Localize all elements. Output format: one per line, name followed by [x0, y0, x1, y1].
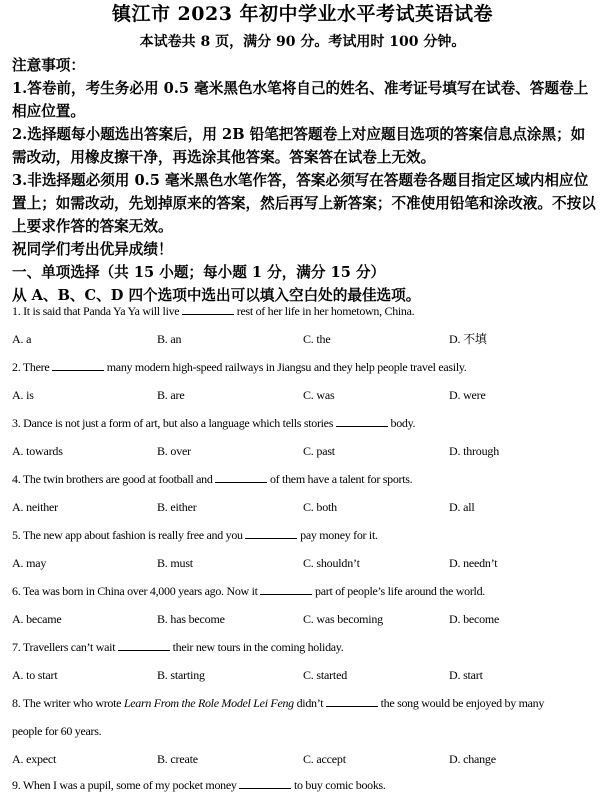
options-5	[12, 555, 602, 571]
options-1	[12, 331, 602, 347]
question-text: part of people’s life around the world.	[312, 584, 485, 598]
answer-blank	[118, 639, 170, 651]
question-text: 5. The new app about fashion is really free and you	[12, 528, 246, 542]
question-text: 7. Travellers can’t wait	[12, 640, 118, 654]
option-c: C. shouldn’t	[303, 556, 360, 570]
question-8	[12, 695, 602, 711]
notes-wish: 祝同学们考出优异成绩！	[12, 241, 173, 258]
option-d: D. change	[449, 752, 496, 766]
option-c: C. was	[303, 388, 335, 402]
question-8-continuation: people for 60 years.	[12, 724, 102, 738]
options-6	[12, 611, 602, 627]
question-text: many modern high-speed railways in Jiangsu and they help people travel easily.	[104, 360, 467, 374]
option-d: D. become	[449, 612, 500, 626]
option-a: A. neither	[12, 500, 58, 514]
question-text: pay money for it.	[297, 528, 378, 542]
note-item-1: 1.答卷前，考生务必用 0.5 毫米黑色水笔将自己的姓名、准考证号填写在试卷、答题卷上相应位置。	[12, 80, 589, 120]
option-b: B. must	[157, 556, 193, 570]
option-b: B. create	[157, 752, 198, 766]
section-instruction: 从 A、B、C、D 四个选项中选出可以填入空白处的最佳选项。	[12, 287, 421, 304]
option-d: D. needn’t	[449, 556, 498, 570]
question-4	[12, 471, 602, 487]
option-c: C. the	[303, 332, 331, 346]
question-text: 4. The twin brothers are good at football and	[12, 472, 216, 486]
options-4	[12, 499, 602, 515]
question-text: 1. It is said that Panda Ya Ya will live	[12, 304, 183, 318]
answer-blank	[215, 471, 267, 483]
question-text: of them have a talent for sports.	[267, 472, 413, 486]
option-b: B. has become	[157, 612, 225, 626]
answer-blank	[336, 415, 388, 427]
question-3	[12, 415, 602, 431]
question-text: 2. There	[12, 360, 53, 374]
question-text: the song would be enjoyed by many	[377, 696, 545, 710]
question-5	[12, 527, 602, 543]
question-text: 3. Dance is not just a form of art, but also a language which tells stories	[12, 416, 336, 430]
option-a: A. a	[12, 332, 32, 346]
question-text: body.	[387, 416, 416, 430]
option-b: B. starting	[157, 668, 205, 682]
notes-heading: 注意事项：	[12, 57, 85, 74]
options-7	[12, 667, 602, 683]
option-c: C. started	[303, 668, 347, 682]
option-d: D. all	[449, 500, 475, 514]
section-heading: 一、单项选择（共 15 小题；每小题 1 分，满分 15 分）	[12, 264, 386, 281]
answer-blank	[182, 303, 234, 315]
options-8	[12, 751, 602, 767]
question-6	[12, 583, 602, 599]
option-a: A. became	[12, 612, 62, 626]
question-text: 8. The writer who wrote	[12, 696, 124, 710]
question-text: didn’t	[293, 696, 326, 710]
notes-section	[12, 54, 598, 307]
answer-blank	[260, 583, 312, 595]
question-text: 6. Tea was born in China over 4,000 years ago. Now it	[12, 584, 261, 598]
option-a: A. is	[12, 388, 34, 402]
question-text: 9. When I was a pupil, some of my pocket money	[12, 778, 240, 792]
option-c: C. both	[303, 500, 337, 514]
exam-title: 镇江市 2023 年初中学业水平考试英语试卷	[111, 3, 494, 25]
question-2	[12, 359, 602, 375]
exam-subtitle: 本试卷共 8 页，满分 90 分。考试用时 100 分钟。	[139, 34, 466, 50]
option-c: C. past	[303, 444, 335, 458]
answer-blank	[326, 695, 378, 707]
option-b: B. either	[157, 500, 197, 514]
option-d: D. start	[449, 668, 483, 682]
option-b: B. over	[157, 444, 191, 458]
question-9	[12, 777, 602, 793]
note-item-2: 2.选择题每小题选出答案后，用 2B 铅笔把答题卷上对应题目选项的答案信息点涂黑；如需改动，用橡皮擦干净，再选涂其他答案。答案答在试卷上无效。	[12, 126, 586, 166]
option-a: A. to start	[12, 668, 58, 682]
option-a: A. expect	[12, 752, 57, 766]
option-d: D. were	[449, 388, 486, 402]
option-c: C. was becoming	[303, 612, 383, 626]
options-2	[12, 387, 602, 403]
question-7	[12, 639, 602, 655]
note-item-3: 3.非选择题必须用 0.5 毫米黑色水笔作答，答案必须写在答题卷各题目指定区域内相应位置上；如需改动，先划掉原来的答案，然后再写上新答案；不准使用铅笔和涂改液。不按以上要求作答的答案无效。	[12, 172, 596, 235]
option-d: D. 不填	[449, 332, 487, 346]
answer-blank	[52, 359, 104, 371]
option-c: C. accept	[303, 752, 346, 766]
options-3	[12, 443, 602, 459]
question-text: their new tours in the coming holiday.	[169, 640, 344, 654]
question-text: rest of her life in her hometown, China.	[234, 304, 415, 318]
option-b: B. are	[157, 388, 185, 402]
question-1	[12, 303, 602, 319]
question-text: to buy comic books.	[291, 778, 386, 792]
option-b: B. an	[157, 332, 182, 346]
option-d: D. through	[449, 444, 499, 458]
book-title: Learn From the Role Model Lei Feng	[123, 696, 294, 710]
answer-blank	[239, 777, 291, 789]
option-a: A. may	[12, 556, 47, 570]
answer-blank	[245, 527, 297, 539]
option-a: A. towards	[12, 444, 63, 458]
